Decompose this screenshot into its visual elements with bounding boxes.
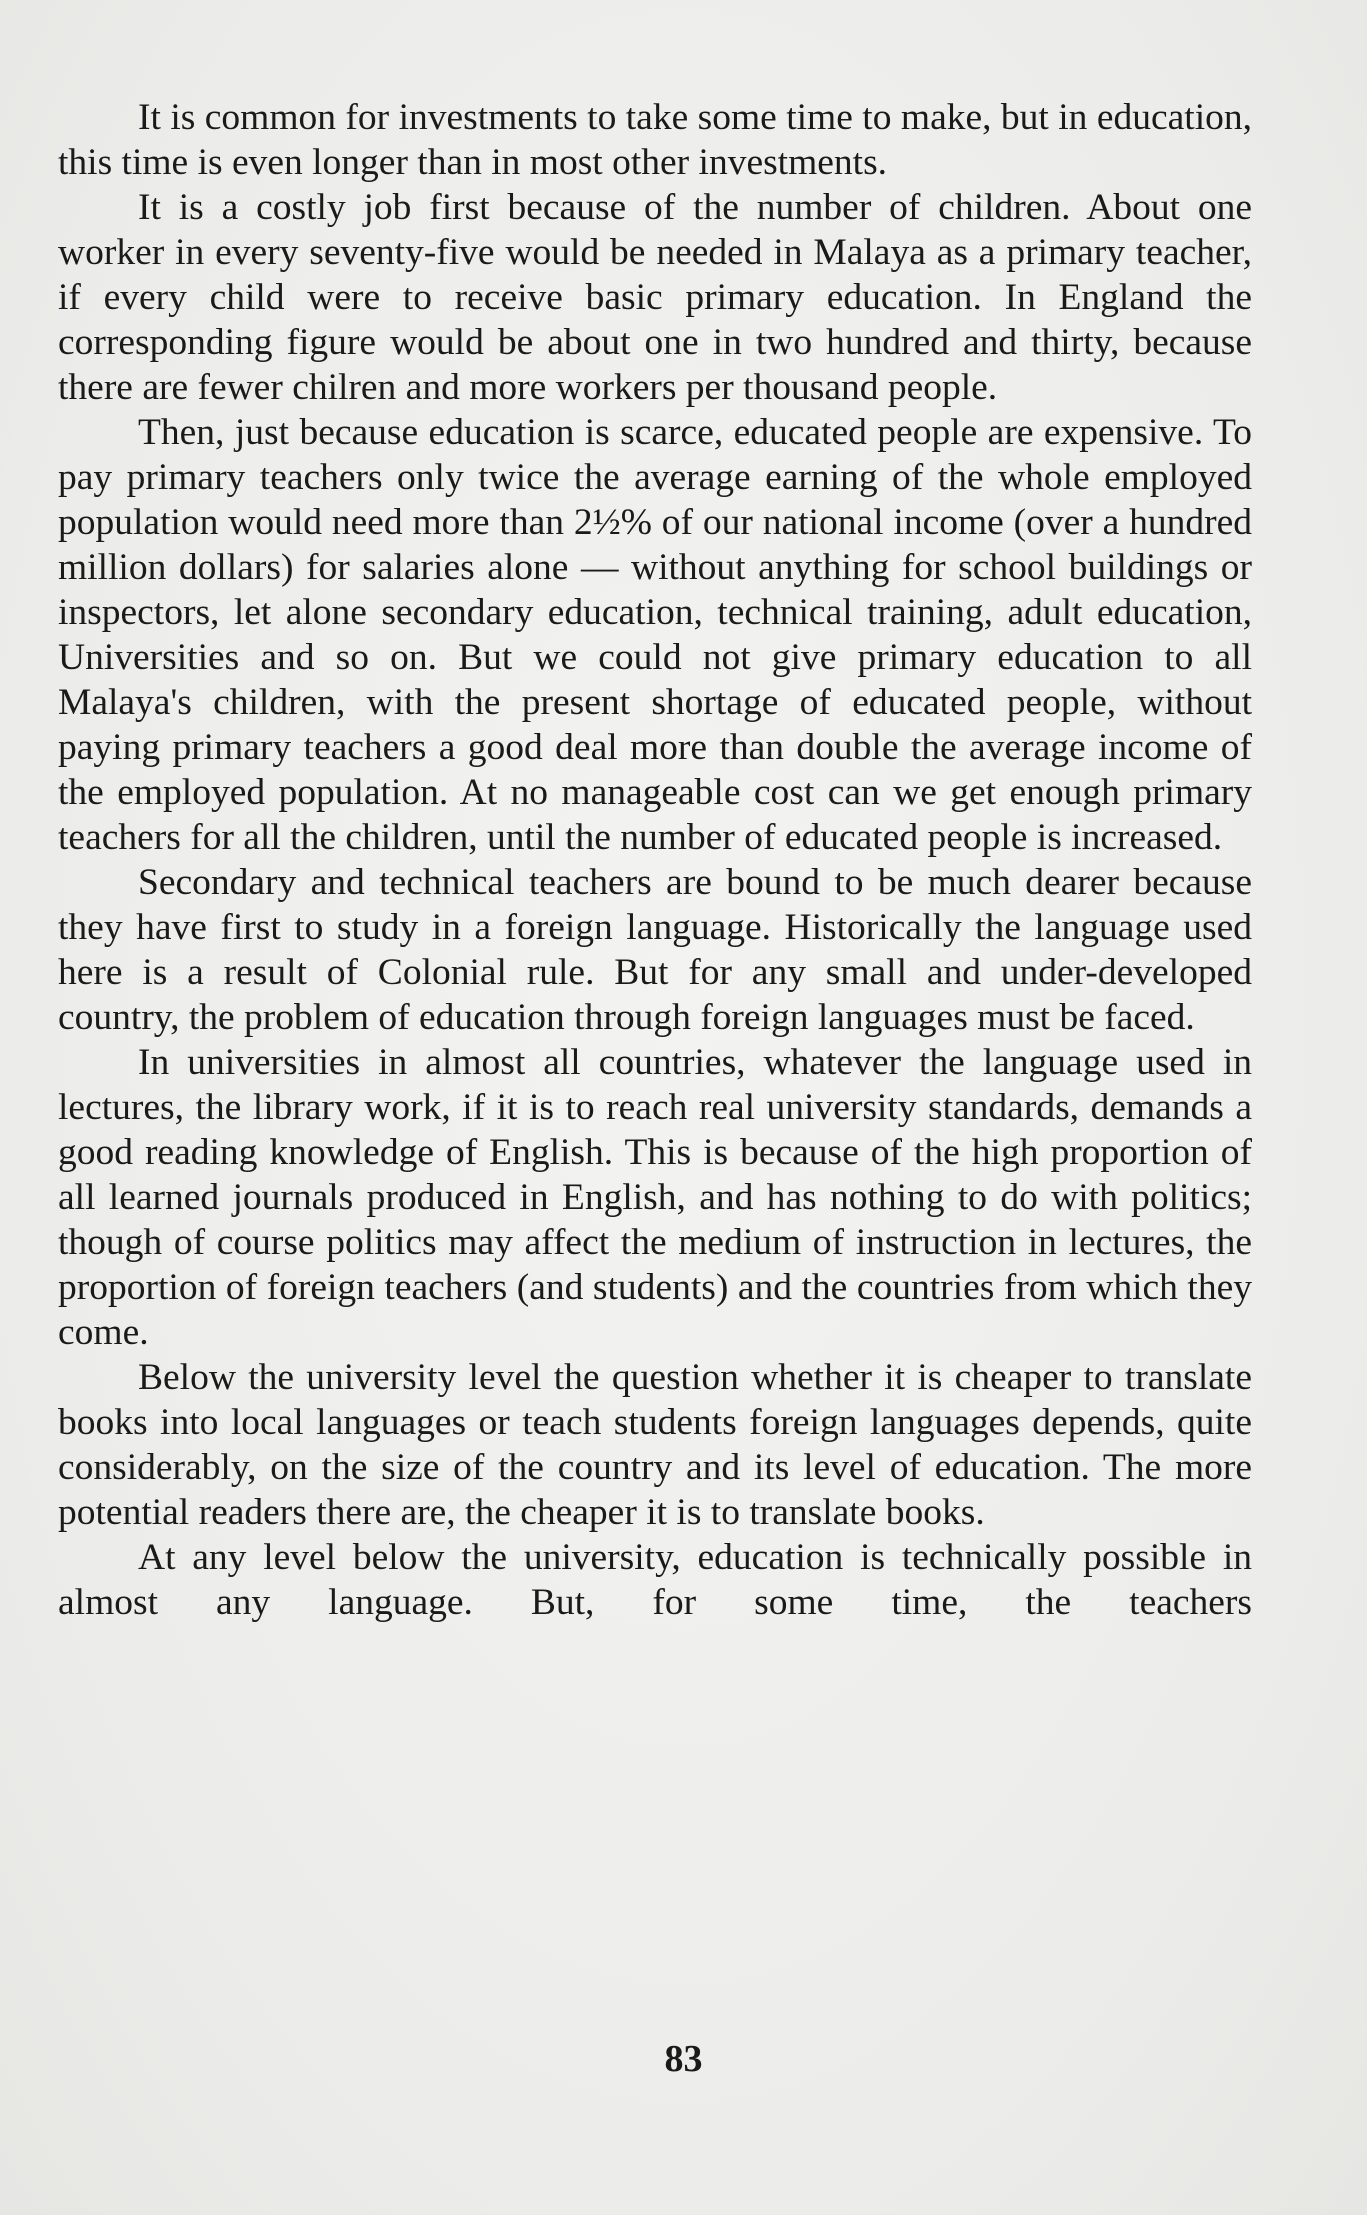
- page-number: 83: [664, 2038, 703, 2080]
- paragraph: Secondary and technical teachers are bound to be much dearer because they have first to study in a foreign language. Historically the language used here is a result of Colonial rule. But for any small and under-developed country, the problem of education through foreign languages must be faced.: [58, 862, 1252, 1038]
- paragraph: Then, just because education is scarce, educated people are expensive. To pay primary teachers only twice the average earning of the whole employed population would need more than 2½% of our national income (over a hundred million dollars) for salaries alone — without anything for school buildings or inspectors, let alone secondary education, technical training, adult education, Universities and so on. But we could not give primary education to all Malaya's children, with the present shortage of educated people, without paying primary teachers a good deal more than double the average income of the employed population. At no manageable cost can we get enough primary teachers for all the children, until the number of educated people is increased.: [58, 412, 1252, 858]
- paragraph: Below the university level the question whether it is cheaper to translate books into local languages or teach students foreign languages depends, quite considerably, on the size of the country and its level of education. The more potential readers there are, the cheaper it is to translate books.: [58, 1357, 1252, 1533]
- body-text: [58, 95, 1252, 1625]
- paragraph: It is a costly job first because of the number of children. About one worker in every seventy-five would be needed in Malaya as a primary teacher, if every child were to receive basic primary education. In England the corresponding figure would be about one in two hundred and thirty, because there are fewer chilren and more workers per thousand people.: [58, 187, 1252, 408]
- paragraph: It is common for investments to take some time to make, but in education, this time is even longer than in most other investments.: [58, 97, 1252, 183]
- paragraph: At any level below the university, education is technically possible in almost any language. But, for some time, the teachers: [58, 1537, 1252, 1623]
- paragraph: In universities in almost all countries, whatever the language used in lectures, the library work, if it is to reach real university standards, demands a good reading knowledge of English. This is because of the high proportion of all learned journals produced in English, and has nothing to do with politics; though of course politics may affect the medium of instruction in lectures, the proportion of foreign teachers (and students) and the countries from which they come.: [58, 1042, 1252, 1353]
